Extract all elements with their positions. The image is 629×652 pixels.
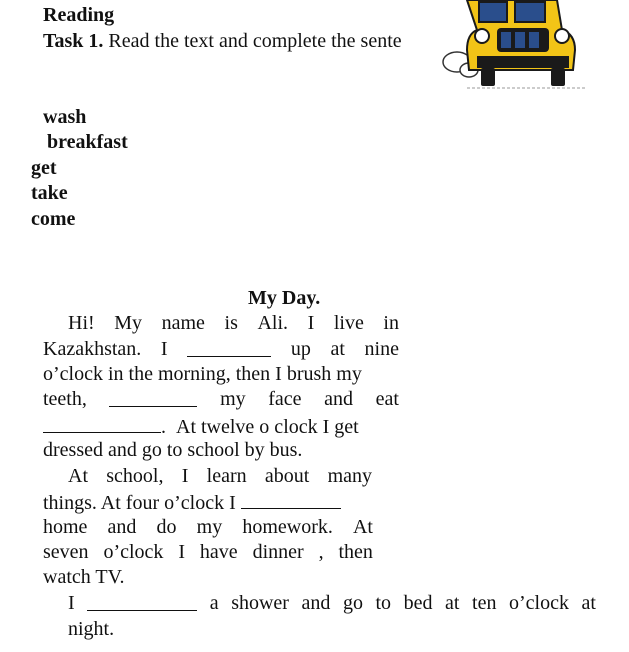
story-word: homework. xyxy=(242,516,333,538)
story-word: My xyxy=(114,312,143,334)
section-title: Reading xyxy=(43,4,115,26)
story-title: My Day. xyxy=(248,287,321,309)
story-word: things. At four o’clock I xyxy=(43,492,236,514)
story-word: in xyxy=(383,312,399,334)
story-word: At xyxy=(68,465,88,487)
task-instruction xyxy=(43,30,402,53)
story-word: at xyxy=(445,592,460,614)
story-line xyxy=(43,490,341,515)
story-word: up xyxy=(290,338,311,360)
word-bank-item: come xyxy=(31,208,76,230)
story-word: Kazakhstan. xyxy=(43,338,142,360)
fill-in-blank[interactable] xyxy=(109,388,197,407)
story-word: and xyxy=(301,592,331,614)
word-bank-item: get xyxy=(31,157,57,179)
story-line xyxy=(68,592,596,615)
story-word: learn xyxy=(206,465,247,487)
story-word: about xyxy=(264,465,310,487)
story-word: face xyxy=(268,388,302,410)
story-word: have xyxy=(199,541,238,563)
fill-in-blank[interactable] xyxy=(187,338,271,357)
story-line: dressed and go to school by bus. xyxy=(43,439,303,461)
story-line: watch TV. xyxy=(43,566,125,588)
story-word: . xyxy=(161,416,166,438)
story-word: and xyxy=(107,516,137,538)
story-word: Ali. xyxy=(257,312,288,334)
story-word: At twelve o clock I get xyxy=(176,416,359,438)
story-word: many xyxy=(327,465,372,487)
story-word: do xyxy=(156,516,177,538)
story-word: Hi! xyxy=(68,312,95,334)
story-word: to xyxy=(375,592,392,614)
fill-in-blank[interactable] xyxy=(43,414,161,433)
story-word: dinner xyxy=(252,541,304,563)
story-word: At xyxy=(352,516,373,538)
story-word: and xyxy=(324,388,354,410)
story-word: I xyxy=(68,592,75,614)
story-word: ten xyxy=(472,592,497,614)
story-line: o’clock in the morning, then I brush my xyxy=(43,363,362,385)
story-line xyxy=(43,541,373,564)
story-word: at xyxy=(581,592,596,614)
story-word: go xyxy=(342,592,363,614)
story-word: o’clock xyxy=(509,592,569,614)
bus-illustration xyxy=(437,0,587,92)
story-word: eat xyxy=(375,388,399,410)
story-word: a xyxy=(209,592,219,614)
story-line xyxy=(43,338,399,361)
story-word: bed xyxy=(403,592,433,614)
story-line xyxy=(68,465,372,488)
story-word: , xyxy=(318,541,324,563)
fill-in-blank[interactable] xyxy=(87,592,197,611)
word-bank-item: wash xyxy=(43,106,87,128)
story-word: my xyxy=(220,388,246,410)
story-word: I xyxy=(307,312,315,334)
story-line xyxy=(43,516,373,539)
story-line: night. xyxy=(68,618,115,640)
story-word: shower xyxy=(231,592,289,614)
fill-in-blank[interactable] xyxy=(241,490,341,509)
story-word: at xyxy=(330,338,345,360)
word-bank-item: breakfast xyxy=(47,131,128,153)
story-word: seven xyxy=(43,541,89,563)
story-word: then xyxy=(338,541,373,563)
story-word: name xyxy=(161,312,205,334)
story-word: I xyxy=(178,541,186,563)
story-word: nine xyxy=(364,338,399,360)
story-line xyxy=(43,388,399,411)
story-line xyxy=(68,312,399,335)
story-word: teeth, xyxy=(43,388,87,410)
word-bank-item: take xyxy=(31,182,68,204)
story-word: is xyxy=(224,312,238,334)
task-label: Task 1. xyxy=(43,30,104,52)
story-line xyxy=(43,414,359,439)
story-word: my xyxy=(196,516,223,538)
story-word: school, xyxy=(106,465,164,487)
story-word: live xyxy=(333,312,364,334)
story-word: o’clock xyxy=(103,541,164,563)
story-word: I xyxy=(181,465,189,487)
task-text: Read the text and complete the sente xyxy=(108,30,402,52)
story-word: I xyxy=(160,338,168,360)
story-word: home xyxy=(43,516,88,538)
